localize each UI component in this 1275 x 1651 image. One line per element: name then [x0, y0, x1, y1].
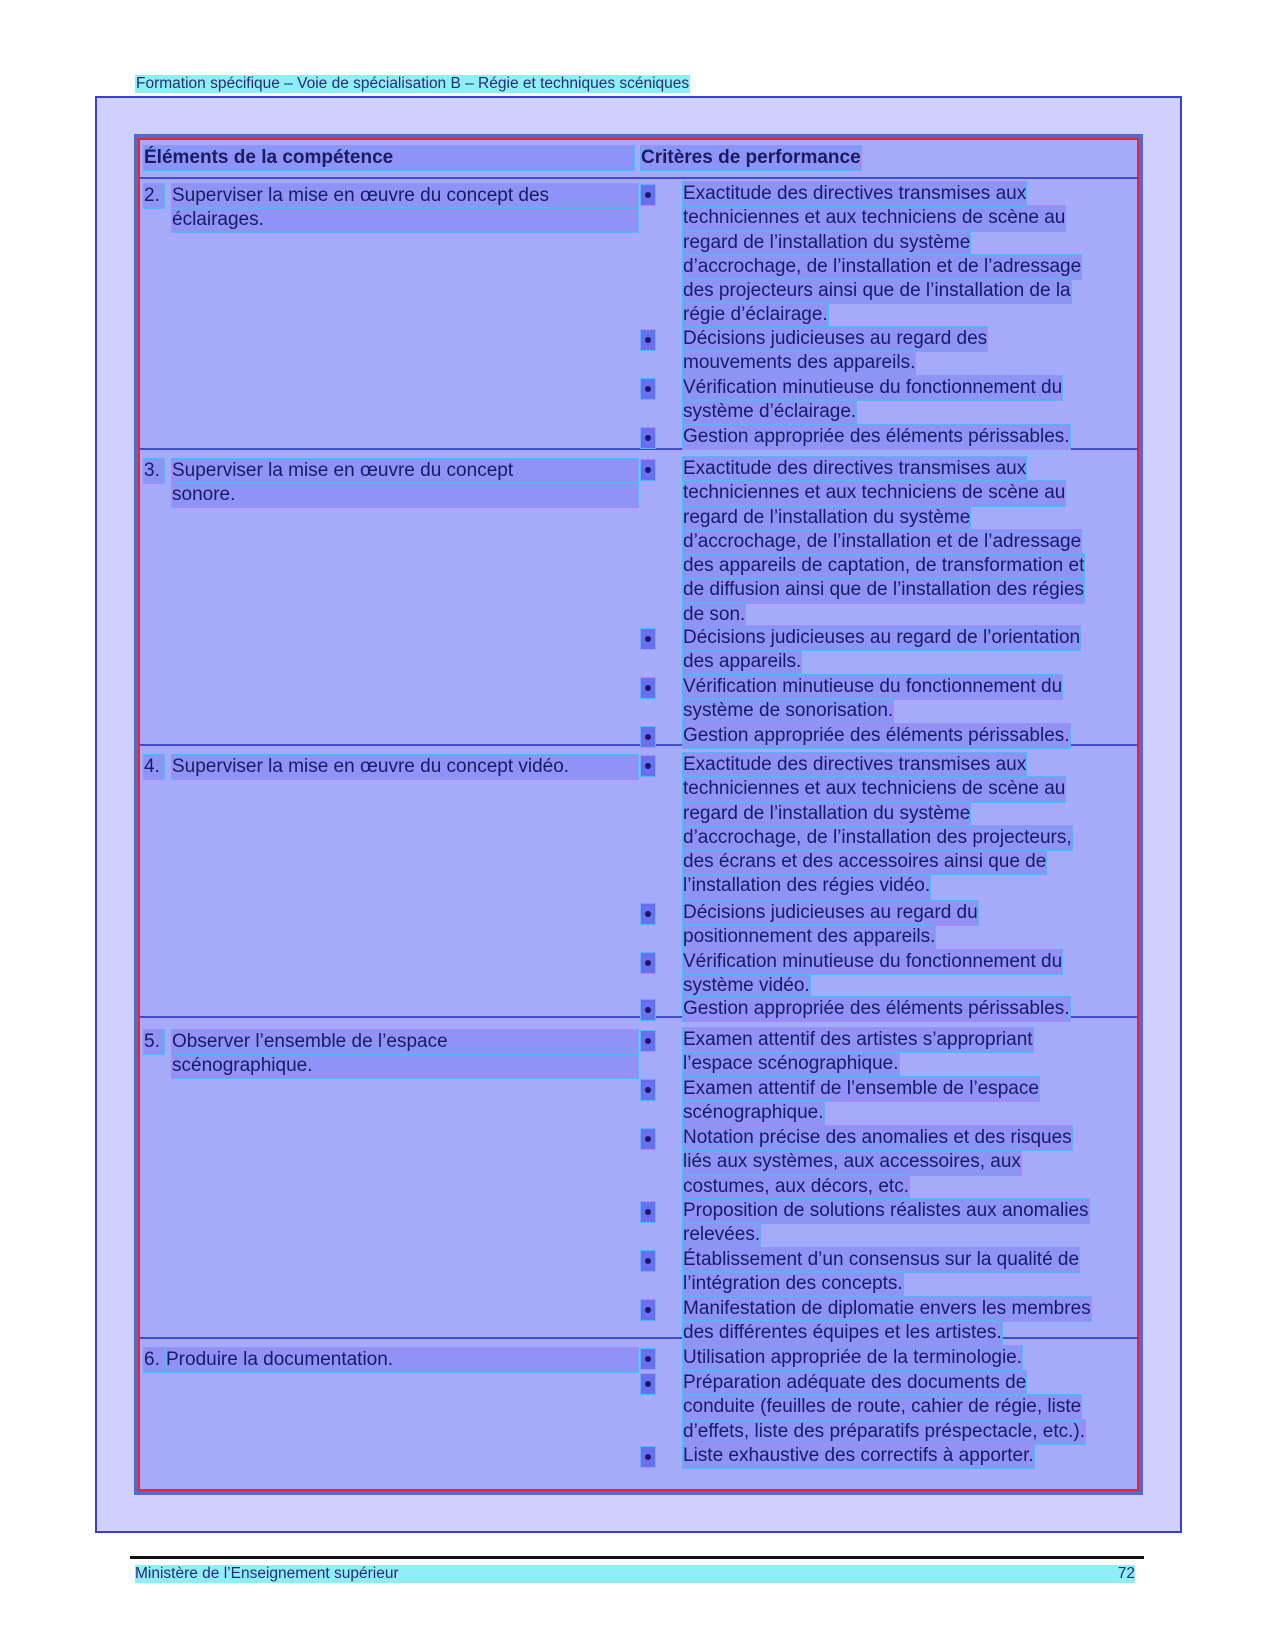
element-number: 6.: [144, 1348, 164, 1372]
criterion-line: des appareils.: [683, 650, 801, 674]
criterion: [683, 1077, 1039, 1126]
criterion: [683, 1297, 1091, 1346]
bullet-icon: [641, 1000, 655, 1020]
criterion-line: de son.: [683, 603, 745, 627]
criterion-line: costumes, aux décors, etc.: [683, 1175, 909, 1199]
element-text: scénographique.: [172, 1054, 638, 1078]
criterion-line: Gestion appropriée des éléments périssables.: [683, 724, 1070, 748]
table-row: [172, 184, 638, 232]
criterion-line: de diffusion ainsi que de l’installation des régies: [683, 578, 1084, 602]
bullet-icon: [641, 330, 655, 350]
criterion-line: Gestion appropriée des éléments périssables.: [683, 997, 1070, 1021]
element-text: sonore.: [172, 483, 638, 507]
criterion-line: liés aux systèmes, aux accessoires, aux: [683, 1150, 1021, 1174]
criterion-line: techniciennes et aux techniciens de scène au: [683, 206, 1065, 230]
criterion-line: Vérification minutieuse du fonctionnement du: [683, 950, 1062, 974]
criterion-line: scénographique.: [683, 1101, 824, 1125]
criterion-line: l’espace scénographique.: [683, 1052, 899, 1076]
element-text: Produire la documentation.: [166, 1348, 638, 1372]
criterion: [683, 753, 1072, 899]
criterion: [683, 1346, 1022, 1370]
criterion: [683, 950, 1062, 999]
bullet-icon: [641, 1447, 655, 1467]
criterion-line: conduite (feuilles de route, cahier de régie, liste: [683, 1395, 1081, 1419]
footer-rule: [130, 1556, 1144, 1559]
bullet-icon: [641, 1129, 655, 1149]
criterion-line: techniciennes et aux techniciens de scène au: [683, 777, 1065, 801]
criterion-line: regard de l’installation du système: [683, 231, 970, 255]
criterion-line: Utilisation appropriée de la terminologie.: [683, 1346, 1022, 1370]
criterion-line: Décisions judicieuses au regard de l’orientation: [683, 626, 1080, 650]
element-number: 4.: [144, 755, 164, 779]
criterion-line: Vérification minutieuse du fonctionnement du: [683, 376, 1062, 400]
criterion-line: Liste exhaustive des correctifs à apporter.: [683, 1444, 1034, 1468]
criterion: [683, 457, 1084, 627]
criterion-line: Exactitude des directives transmises aux: [683, 753, 1026, 777]
criterion-line: l’intégration des concepts.: [683, 1272, 903, 1296]
criterion: [683, 182, 1081, 328]
bullet-icon: [641, 379, 655, 399]
criterion-line: Manifestation de diplomatie envers les membres: [683, 1297, 1091, 1321]
criterion: [683, 901, 978, 950]
criterion: [683, 425, 1070, 449]
element-number: 5.: [144, 1030, 164, 1054]
bullet-icon: [641, 727, 655, 747]
criterion-line: Gestion appropriée des éléments périssables.: [683, 425, 1070, 449]
element-text: Observer l’ensemble de l’espace: [172, 1030, 638, 1054]
criterion-line: l’installation des régies vidéo.: [683, 874, 930, 898]
bullet-icon: [641, 428, 655, 448]
criterion: [683, 1248, 1079, 1297]
bullet-icon: [641, 1080, 655, 1100]
criterion-line: techniciennes et aux techniciens de scène au: [683, 481, 1065, 505]
criterion-line: Notation précise des anomalies et des risques: [683, 1126, 1072, 1150]
table-row: [172, 1030, 638, 1078]
page-number: 72: [1117, 1565, 1135, 1582]
element-number: 3.: [144, 459, 164, 483]
element-text: Superviser la mise en œuvre du concept: [172, 459, 638, 483]
criterion-line: Exactitude des directives transmises aux: [683, 182, 1026, 206]
criterion-line: relevées.: [683, 1223, 760, 1247]
criterion: [683, 1371, 1085, 1444]
criterion-line: système vidéo.: [683, 974, 810, 998]
column-header-criteria: Critères de performance: [641, 147, 861, 168]
criterion-line: des différentes équipes et les artistes.: [683, 1321, 1002, 1345]
bullet-icon: [641, 953, 655, 973]
criterion-line: Établissement d’un consensus sur la qualité de: [683, 1248, 1079, 1272]
criterion-line: Examen attentif de l’ensemble de l’espace: [683, 1077, 1039, 1101]
bullet-icon: [641, 629, 655, 649]
criterion-line: Décisions judicieuses au regard du: [683, 901, 978, 925]
criterion-line: regard de l’installation du système: [683, 802, 970, 826]
bullet-icon: [641, 756, 655, 776]
bullet-icon: [641, 904, 655, 924]
element-text: Superviser la mise en œuvre du concept vidéo.: [172, 755, 638, 779]
bullet-icon: [641, 1349, 655, 1369]
column-header-elements: Éléments de la compétence: [144, 146, 634, 170]
criterion: [683, 1028, 1033, 1077]
criterion-line: Exactitude des directives transmises aux: [683, 457, 1026, 481]
footer-ministry: Ministère de l’Enseignement supérieur: [135, 1565, 399, 1582]
table-row: [172, 459, 638, 507]
bullet-icon: [641, 1031, 655, 1051]
table-row: [172, 755, 638, 779]
element-text: Superviser la mise en œuvre du concept des: [172, 184, 638, 208]
criterion-line: d’effets, liste des préparatifs préspectacle, etc.).: [683, 1420, 1085, 1444]
criterion-line: Vérification minutieuse du fonctionnement du: [683, 675, 1062, 699]
bullet-icon: [641, 1251, 655, 1271]
criterion-line: Proposition de solutions réalistes aux anomalies: [683, 1199, 1089, 1223]
criterion-line: d’accrochage, de l’installation et de l’adressage: [683, 255, 1081, 279]
bullet-icon: [641, 1374, 655, 1394]
criterion-line: positionnement des appareils.: [683, 925, 935, 949]
criterion: [683, 626, 1080, 675]
criterion: [683, 1199, 1089, 1248]
criterion-line: régie d’éclairage.: [683, 303, 828, 327]
element-number: 2.: [144, 184, 164, 208]
bullet-icon: [641, 1202, 655, 1222]
criterion-line: mouvements des appareils.: [683, 351, 915, 375]
criterion: [683, 997, 1070, 1021]
criterion: [683, 675, 1062, 724]
criterion-line: regard de l’installation du système: [683, 506, 970, 530]
criterion-line: système de sonorisation.: [683, 699, 893, 723]
criterion: [683, 327, 987, 376]
bullet-icon: [641, 1300, 655, 1320]
criterion-line: des écrans et des accessoires ainsi que de: [683, 850, 1046, 874]
bullet-icon: [641, 185, 655, 205]
criterion: [683, 724, 1070, 748]
criterion-line: d’accrochage, de l’installation des projecteurs,: [683, 826, 1072, 850]
footer: [135, 1565, 1135, 1583]
bullet-icon: [641, 460, 655, 480]
criterion: [683, 1126, 1072, 1199]
criterion: [683, 376, 1062, 425]
criterion: [683, 1444, 1034, 1468]
criterion-line: des projecteurs ainsi que de l’installation de la: [683, 279, 1071, 303]
criterion-line: Préparation adéquate des documents de: [683, 1371, 1026, 1395]
criterion-line: des appareils de captation, de transformation et: [683, 554, 1084, 578]
element-text: éclairages.: [172, 208, 638, 232]
criterion-line: d’accrochage, de l’installation et de l’adressage: [683, 530, 1081, 554]
criterion-line: Examen attentif des artistes s’appropriant: [683, 1028, 1033, 1052]
row-separator: [140, 177, 1137, 179]
criterion-line: Décisions judicieuses au regard des: [683, 327, 987, 351]
running-header: Formation spécifique – Voie de spécialisation B – Régie et techniques scéniques: [136, 75, 690, 92]
table-row: [166, 1348, 638, 1372]
criterion-line: système d’éclairage.: [683, 400, 856, 424]
bullet-icon: [641, 678, 655, 698]
